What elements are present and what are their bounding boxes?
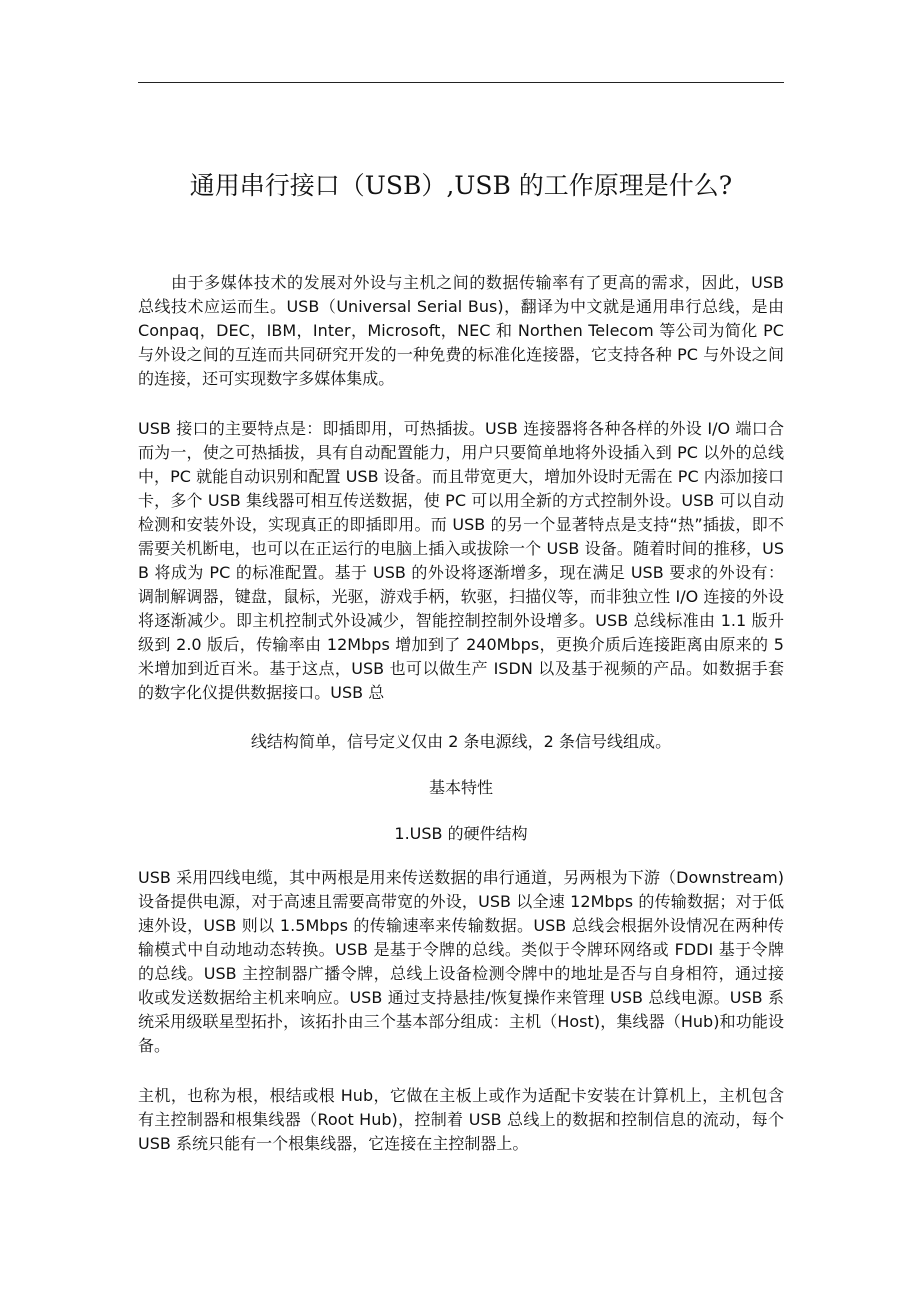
header-rule: [138, 82, 784, 83]
section-heading: 基本特性: [428, 778, 493, 797]
features-paragraph-tail: 线结构简单，信号定义仅由 2 条电源线，2 条信号线组成。: [250, 732, 672, 751]
host-paragraph: 主机，也称为根，根结或根 Hub，它做在主板上或作为适配卡安装在计算机上，主机包含有主控制器和根集线器（Root Hub)，控制着 USB 总线上的数据和控制信息的流动，每个 USB 系统只能有一个根集线器，它连接在主控制器上。: [138, 1086, 784, 1153]
features-paragraph: USB 接口的主要特点是：即插即用，可热插拔。USB 连接器将各种各样的外设 I/O 端口合而为一，使之可热插拔，具有自动配置能力，用户只要简单地将外设插入到 PC 以外的总线中，PC 就能自动识别和配置 USB 设备。而且带宽更大，增加外设时无需在 PC 内添加接口卡，多个 USB 集线器可相互传送数据，使 PC 可以用全新的方式控制外设。USB 可以自动检测和安装外设，实现真正的即插即用。而 USB 的另一个显著特点是支持“热”插拔，即不需要关机断电，也可以在正运行的电脑上插入或拔除一个 USB 设备。随着时间的推移，USB 将成为 PC 的标准配置。基于 USB 的外设将逐渐增多，现在满足 USB 要求的外设有：调制解调器，键盘，鼠标，光驱，游戏手柄，软驱，扫描仪等，而非独立性 I/O 连接的外设将逐渐减少。即主机控制式外设减少，智能控制控制外设增多。USB 总线标准由 1.1 版升级到 2.0 版后，传输率由 12Mbps 增加到了 240Mbps，更换介质后连接距离由原来的 5 米增加到近百米。基于这点，USB 也可以做生产 ISDN 以及基于视频的产品。如数据手套的数字化仪提供数据接口。USB 总: [138, 419, 784, 702]
subsection-heading: 1.USB 的硬件结构: [394, 824, 528, 843]
hardware-paragraph: USB 采用四线电缆，其中两根是用来传送数据的串行通道，另两根为下游（Downstream)设备提供电源，对于高速且需要高带宽的外设，USB 以全速 12Mbps 的传输数据；对于低速外设，USB 则以 1.5Mbps 的传输速率来传输数据。USB 总线会根据外设情况在两种传输模式中自动地动态转换。USB 是基于令牌的总线。类似于令牌环网络或 FDDI 基于令牌的总线。USB 主控制器广播令牌，总线上设备检测令牌中的地址是否与自身相符，通过接收或发送数据给主机来响应。USB 通过支持悬挂/恢复操作来管理 USB 总线电源。USB 系统采用级联星型拓扑，该拓扑由三个基本部分组成：主机（Host)，集线器（Hub)和功能设备。: [138, 868, 784, 1055]
intro-paragraph: 由于多媒体技术的发展对外设与主机之间的数据传输率有了更高的需求，因此，USB 总线技术应运而生。USB（Universal Serial Bus)，翻译为中文就是通用串行总线，是由 Conpaq，DEC，IBM，Inter，Microsoft，NEC 和 Northen Telecom 等公司为简化 PC 与外设之间的互连而共同研究开发的一种免费的标准化连接器，它支持各种 PC 与外设之间的连接，还可实现数字多媒体集成。: [138, 273, 784, 388]
document-title: 通用串行接口（USB）,USB 的工作原理是什么?: [189, 171, 733, 200]
